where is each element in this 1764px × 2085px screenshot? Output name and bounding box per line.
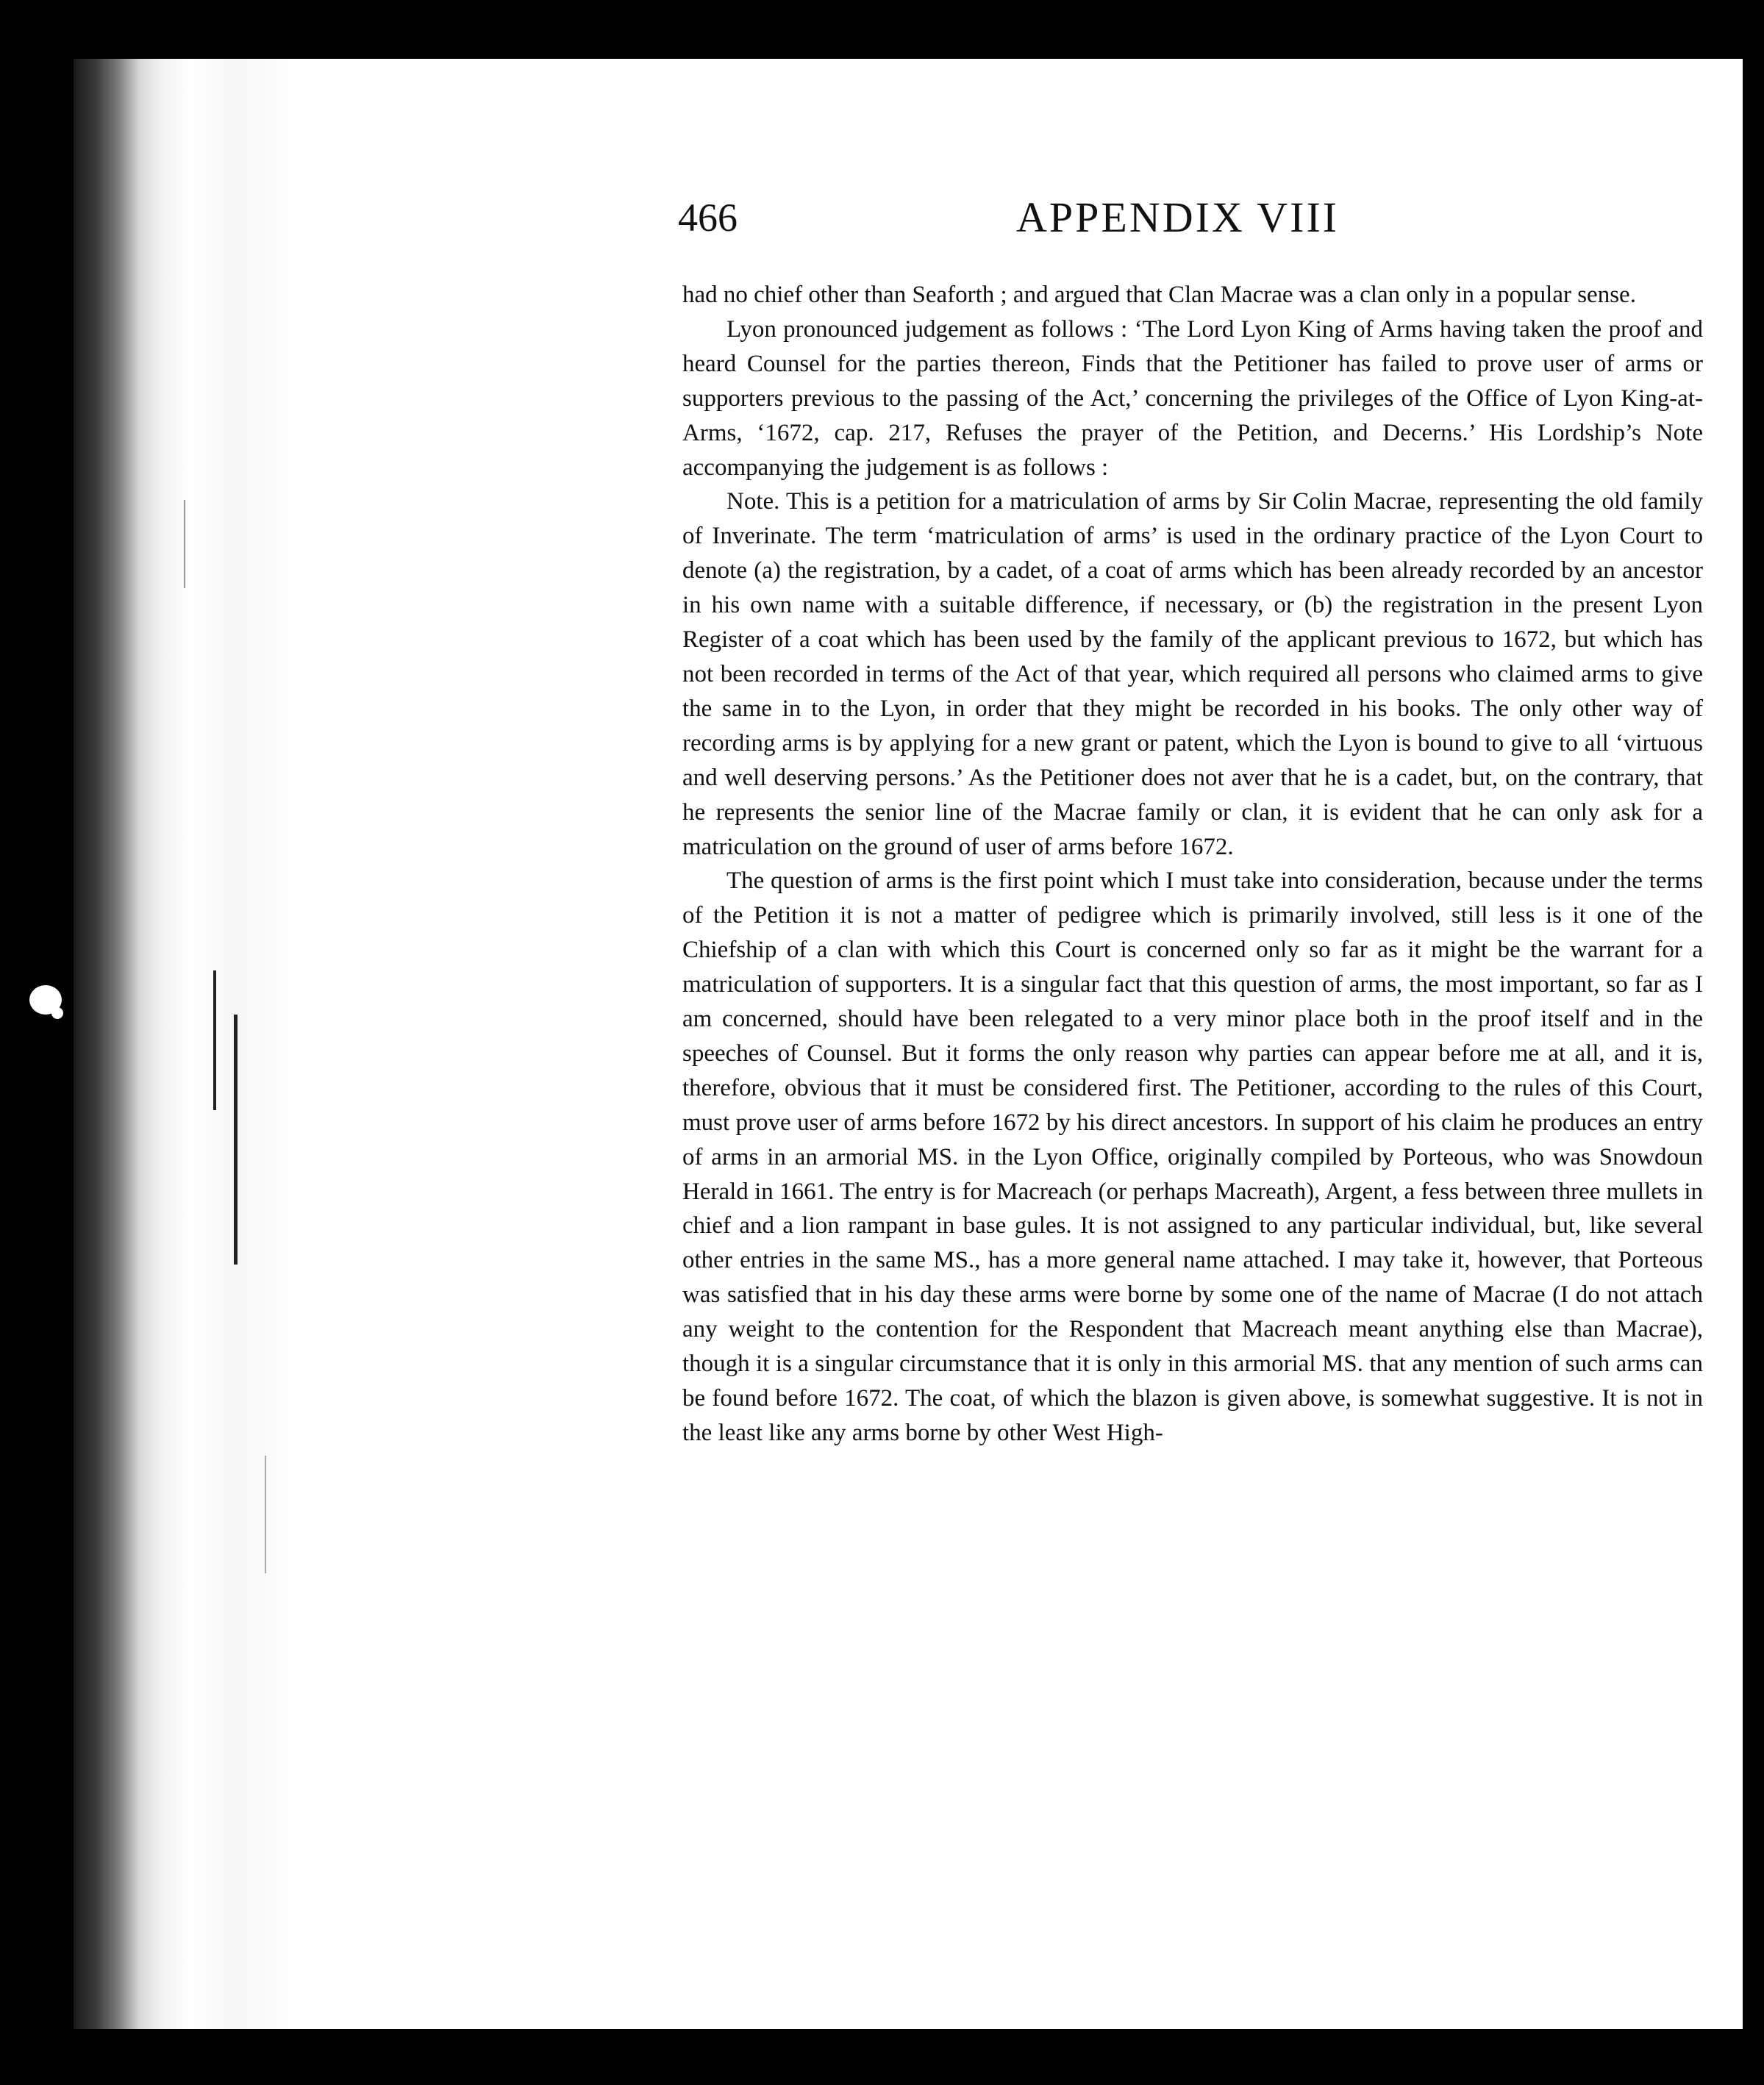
paragraph: Note. This is a petition for a matriculation of arms by Sir Colin Macrae, representing the old family of Inverinate. The term ‘matriculation of arms’ is used in the ordinary practice of the Lyon Court to denote (a) the registration, by a cadet, of a coat of arms which has been already recorded by an ancestor in his own name with a suitable difference, if necessary, or (b) the registration in the present Lyon Register of a coat which has been used by the family of the applicant previous to 1672, but which has not been recorded in terms of the Act of that year, which required all persons who claimed arms to give the same in to the Lyon, in order that they might be recorded in his books. The only other way of recording arms is by applying for a new grant or patent, which the Lyon is bound to give to all ‘virtuous and well deserving persons.’ As the Petitioner does not aver that he is a cadet, but, on the contrary, that he represents the senior line of the Macrae family or clan, it is evident that he can only ask for a matriculation on the ground of user of arms before 1672. bbox=[682, 488, 1703, 860]
edge-mark bbox=[184, 500, 185, 588]
dust-speck bbox=[51, 1007, 63, 1019]
paragraph: Lyon pronounced judgement as follows : ‘The Lord Lyon King of Arms having taken the proof and heard Counsel for the parties thereon, Finds that the Petitioner has failed to prove user of arms or supporters previous to the passing of the Act,’ concerning the privileges of the Office of Lyon King-at-Arms, ‘1672, cap. 217, Refuses the prayer of the Petition, and Decerns.’ His Lordship’s Note accompanying the judgement is as follows : bbox=[682, 315, 1703, 481]
running-head: APPENDIX VIII bbox=[1016, 193, 1340, 241]
paragraph: had no chief other than Seaforth ; and argued that Clan Macrae was a clan only in a popular sense. bbox=[682, 282, 1636, 308]
edge-mark bbox=[234, 1015, 238, 1265]
page-number: 466 bbox=[678, 196, 738, 240]
page-header bbox=[678, 188, 1704, 247]
paragraph: The question of arms is the first point which I must take into consideration, because under the terms of the Petition it is not a matter of pedigree which is primarily involved, still less is it one of the Chiefship of a clan with which this Court is concerned only so far as it might be the warrant for a matriculation of supporters. It is a singular fact that this question of arms, the most important, so far as I am concerned, should have been relegated to a very minor place both in the proof itself and in the speeches of Counsel. But it forms the only reason why parties can appear before me at all, and it is, therefore, obvious that it must be considered first. The Petitioner, according to the rules of this Court, must prove user of arms before 1672 by his direct ancestors. In support of his claim he produces an entry of arms in an armorial MS. in the Lyon Office, originally compiled by Porteous, who was Snowdoun Herald in 1661. The entry is for Macreach (or perhaps Macreath), Argent, a fess between three mullets in chief and a lion rampant in base gules. It is not assigned to any particular individual, but, like several other entries in the same MS., has a more general name attached. I may take it, however, that Porteous was satisfied that in his day these arms were borne by some one of the name of Macrae (I do not attach any weight to the contention for the Respondent that Macreach meant anything else than Macrae), though it is a singular circumstance that it is only in this armorial MS. that any mention of such arms can be found before 1672. The coat, of which the blazon is given above, is somewhat suggestive. It is not in the least like any arms borne by other West High- bbox=[682, 868, 1703, 1446]
body-text bbox=[682, 278, 1703, 1451]
book-page-edges bbox=[74, 59, 353, 2029]
edge-mark bbox=[213, 970, 216, 1110]
edge-mark bbox=[265, 1456, 266, 1573]
